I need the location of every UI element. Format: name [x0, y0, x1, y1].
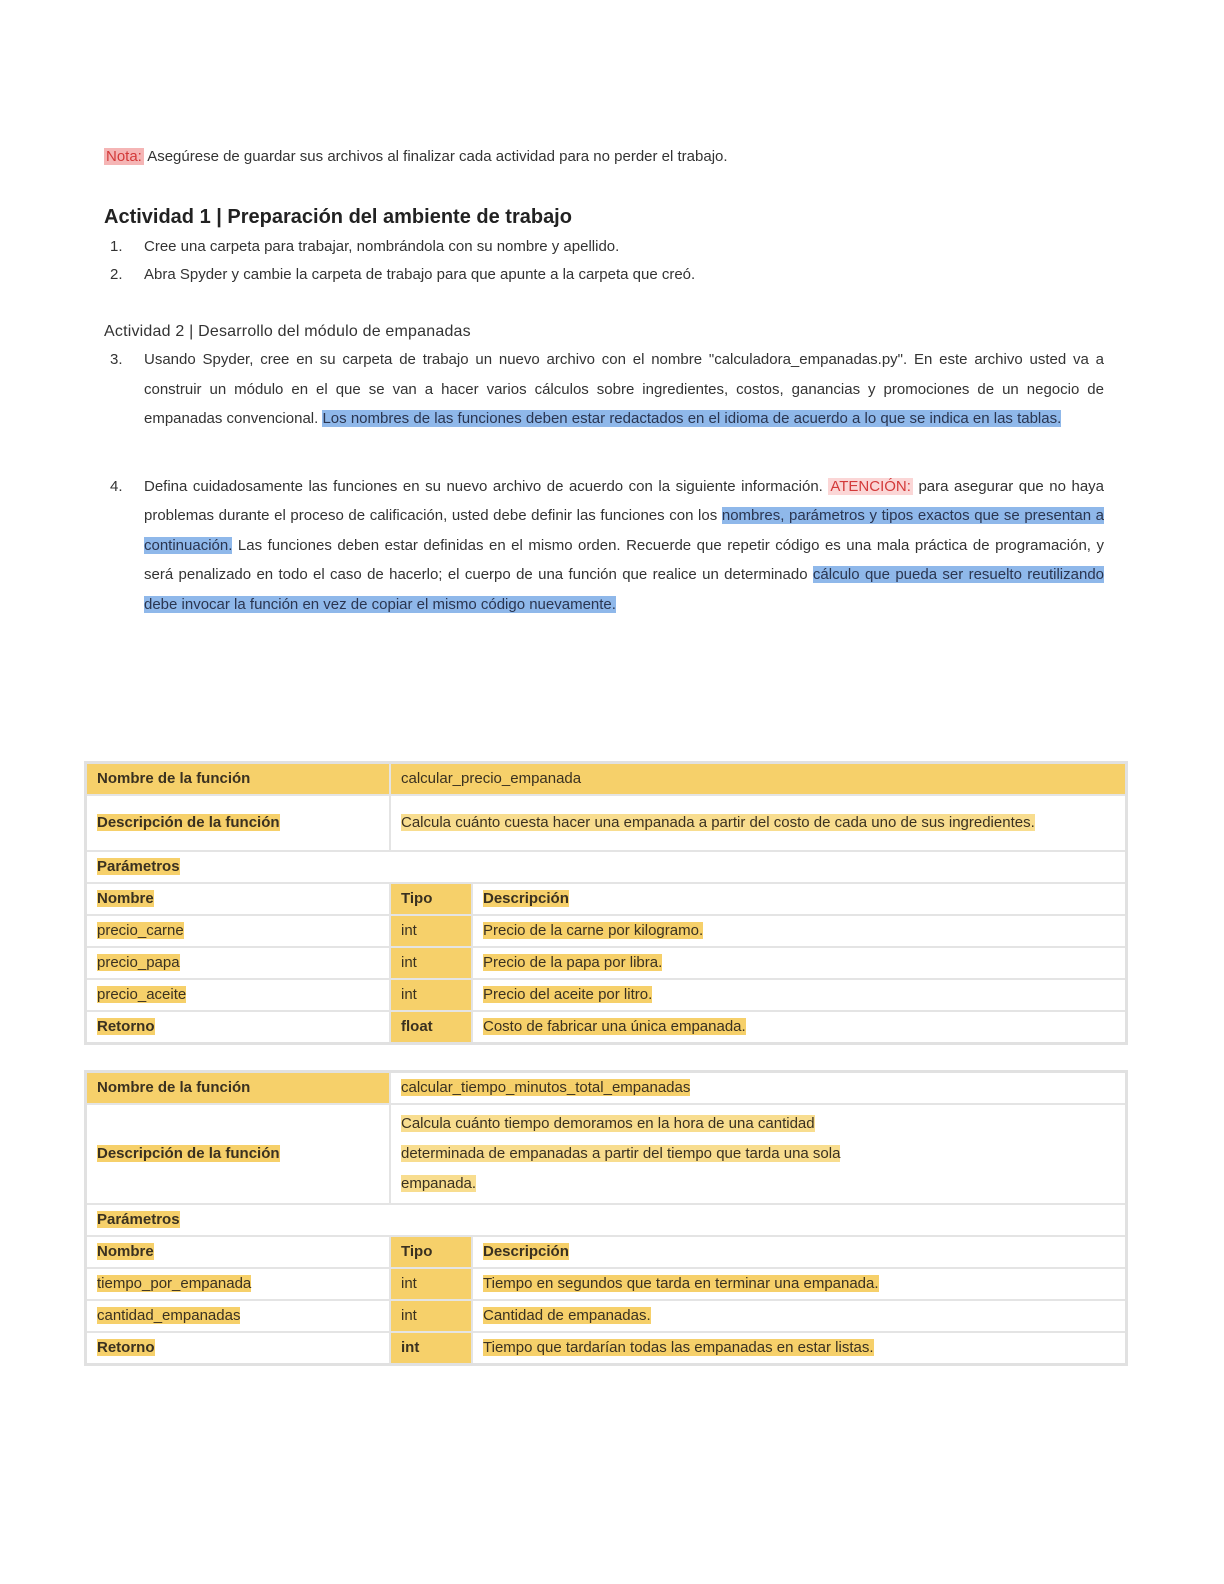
param-type: int: [390, 1300, 472, 1332]
param-type: int: [390, 979, 472, 1011]
param-description: Precio de la papa por libra.: [483, 954, 663, 971]
list-text: Defina cuidadosamente las funciones en su nuevo archivo de acuerdo con la siguiente información.: [144, 477, 823, 495]
table-row: [86, 915, 1127, 947]
function-description-label: Descripción de la función: [97, 814, 280, 831]
param-name: precio_papa: [97, 954, 180, 971]
header-name: Nombre: [97, 1243, 154, 1260]
function-description-line: Calcula cuánto tiempo demoramos en la hora de una cantidad: [401, 1115, 815, 1132]
header-type: Tipo: [390, 1236, 472, 1268]
table-row: [86, 1104, 1127, 1204]
function-description-line: empanada.: [401, 1175, 477, 1192]
table-row: [86, 1072, 1127, 1105]
highlighted-text: Los nombres de las funciones deben estar redactados en el idioma de acuerdo a lo que se indica en las tablas.: [322, 410, 1062, 427]
list-number: 1.: [110, 238, 123, 255]
param-type: int: [390, 947, 472, 979]
list-text: Cree una carpeta para trabajar, nombrándola con su nombre y apellido.: [144, 238, 620, 255]
return-description: Costo de fabricar una única empanada.: [483, 1018, 746, 1035]
table-header-row: [86, 883, 1127, 915]
note-tag: Nota:: [106, 148, 142, 165]
param-name: cantidad_empanadas: [97, 1307, 241, 1324]
list-item: [104, 261, 1104, 289]
highlighted-text: nombres, parámetros y tipos exactos que se presentan a continuación.: [144, 507, 1104, 554]
note-line: [104, 146, 1104, 168]
function-name-value: calcular_precio_empanada: [390, 763, 1127, 796]
header-type: Tipo: [390, 883, 472, 915]
list-text: Usando Spyder, cree en su carpeta de trabajo un nuevo archivo con el nombre "calculadora_empanadas.py". En este archivo usted va a construir un módulo en el que se van a hacer varios cálculos sobre ingredientes, costos, ganancias y promociones de un negocio de empanadas convencional.: [144, 351, 1104, 427]
document-body: [104, 146, 1104, 619]
header-description: Descripción: [483, 890, 569, 907]
param-name: tiempo_por_empanada: [97, 1275, 252, 1292]
table-row: [86, 763, 1127, 796]
param-description: Cantidad de empanadas.: [483, 1307, 651, 1324]
return-label: Retorno: [97, 1018, 155, 1035]
function-name-label: Nombre de la función: [86, 1072, 391, 1105]
function-table-1: [84, 761, 1128, 1045]
param-type: int: [390, 1268, 472, 1300]
activity-1-list: [104, 233, 1104, 289]
table-row: [86, 1204, 1127, 1236]
params-label: Parámetros: [97, 858, 180, 875]
list-number: 4.: [110, 477, 123, 495]
return-label: Retorno: [97, 1339, 155, 1356]
return-type: int: [390, 1332, 472, 1365]
activity-2-title: Actividad 2 | Desarrollo del módulo de empanadas: [104, 323, 471, 340]
list-number: 2.: [110, 266, 123, 283]
function-description-label: Descripción de la función: [97, 1145, 280, 1162]
param-description: Precio del aceite por litro.: [483, 986, 653, 1003]
function-description-value: Calcula cuánto cuesta hacer una empanada a partir del costo de cada uno de sus ingredientes.: [401, 814, 1035, 831]
table-row: [86, 1011, 1127, 1044]
list-item: [104, 345, 1104, 434]
activity-1-title: Actividad 1 | Preparación del ambiente de trabajo: [104, 206, 572, 228]
activity-2-list: [104, 345, 1104, 619]
return-description: Tiempo que tardarían todas las empanadas en estar listas.: [483, 1339, 874, 1356]
header-description: Descripción: [483, 1243, 569, 1260]
params-label: Parámetros: [97, 1211, 180, 1228]
table-row: [86, 1268, 1127, 1300]
list-text: Abra Spyder y cambie la carpeta de trabajo para que apunte a la carpeta que creó.: [144, 266, 696, 283]
table-row: [86, 795, 1127, 851]
function-table-2: [84, 1070, 1128, 1366]
param-name: precio_carne: [97, 922, 184, 939]
function-description-line: determinada de empanadas a partir del tiempo que tarda una sola: [401, 1145, 841, 1162]
header-name: Nombre: [97, 890, 154, 907]
list-number: 3.: [110, 351, 123, 368]
table-row: [86, 979, 1127, 1011]
return-type: float: [390, 1011, 472, 1044]
attention-tag: ATENCIÓN:: [830, 477, 911, 495]
table-row: [86, 947, 1127, 979]
list-text: Las funciones deben estar definidas en el mismo orden. Recuerde que repetir código es una mala práctica de programación, y será penalizado en todo el caso de hacerlo; el cuerpo de una función que realice un determinado: [144, 536, 1104, 583]
param-description: Precio de la carne por kilogramo.: [483, 922, 704, 939]
function-name-value: calcular_tiempo_minutos_total_empanadas: [401, 1079, 691, 1096]
highlighted-text: cálculo que pueda ser resuelto reutilizando debe invocar la función en vez de copiar el mismo código nuevamente.: [144, 566, 1105, 613]
table-row: [86, 851, 1127, 883]
param-type: int: [390, 915, 472, 947]
table-row: [86, 1300, 1127, 1332]
list-text: para asegurar que no haya problemas durante el proceso de calificación, usted debe definir las funciones con los: [144, 477, 1105, 524]
param-description: Tiempo en segundos que tarda en terminar una empanada.: [483, 1275, 879, 1292]
list-item: [104, 472, 1104, 620]
function-name-label: Nombre de la función: [86, 763, 391, 796]
table-header-row: [86, 1236, 1127, 1268]
table-row: [86, 1332, 1127, 1365]
note-text: Asegúrese de guardar sus archivos al finalizar cada actividad para no perder el trabajo.: [147, 148, 728, 165]
param-name: precio_aceite: [97, 986, 187, 1003]
list-item: [104, 233, 1104, 261]
